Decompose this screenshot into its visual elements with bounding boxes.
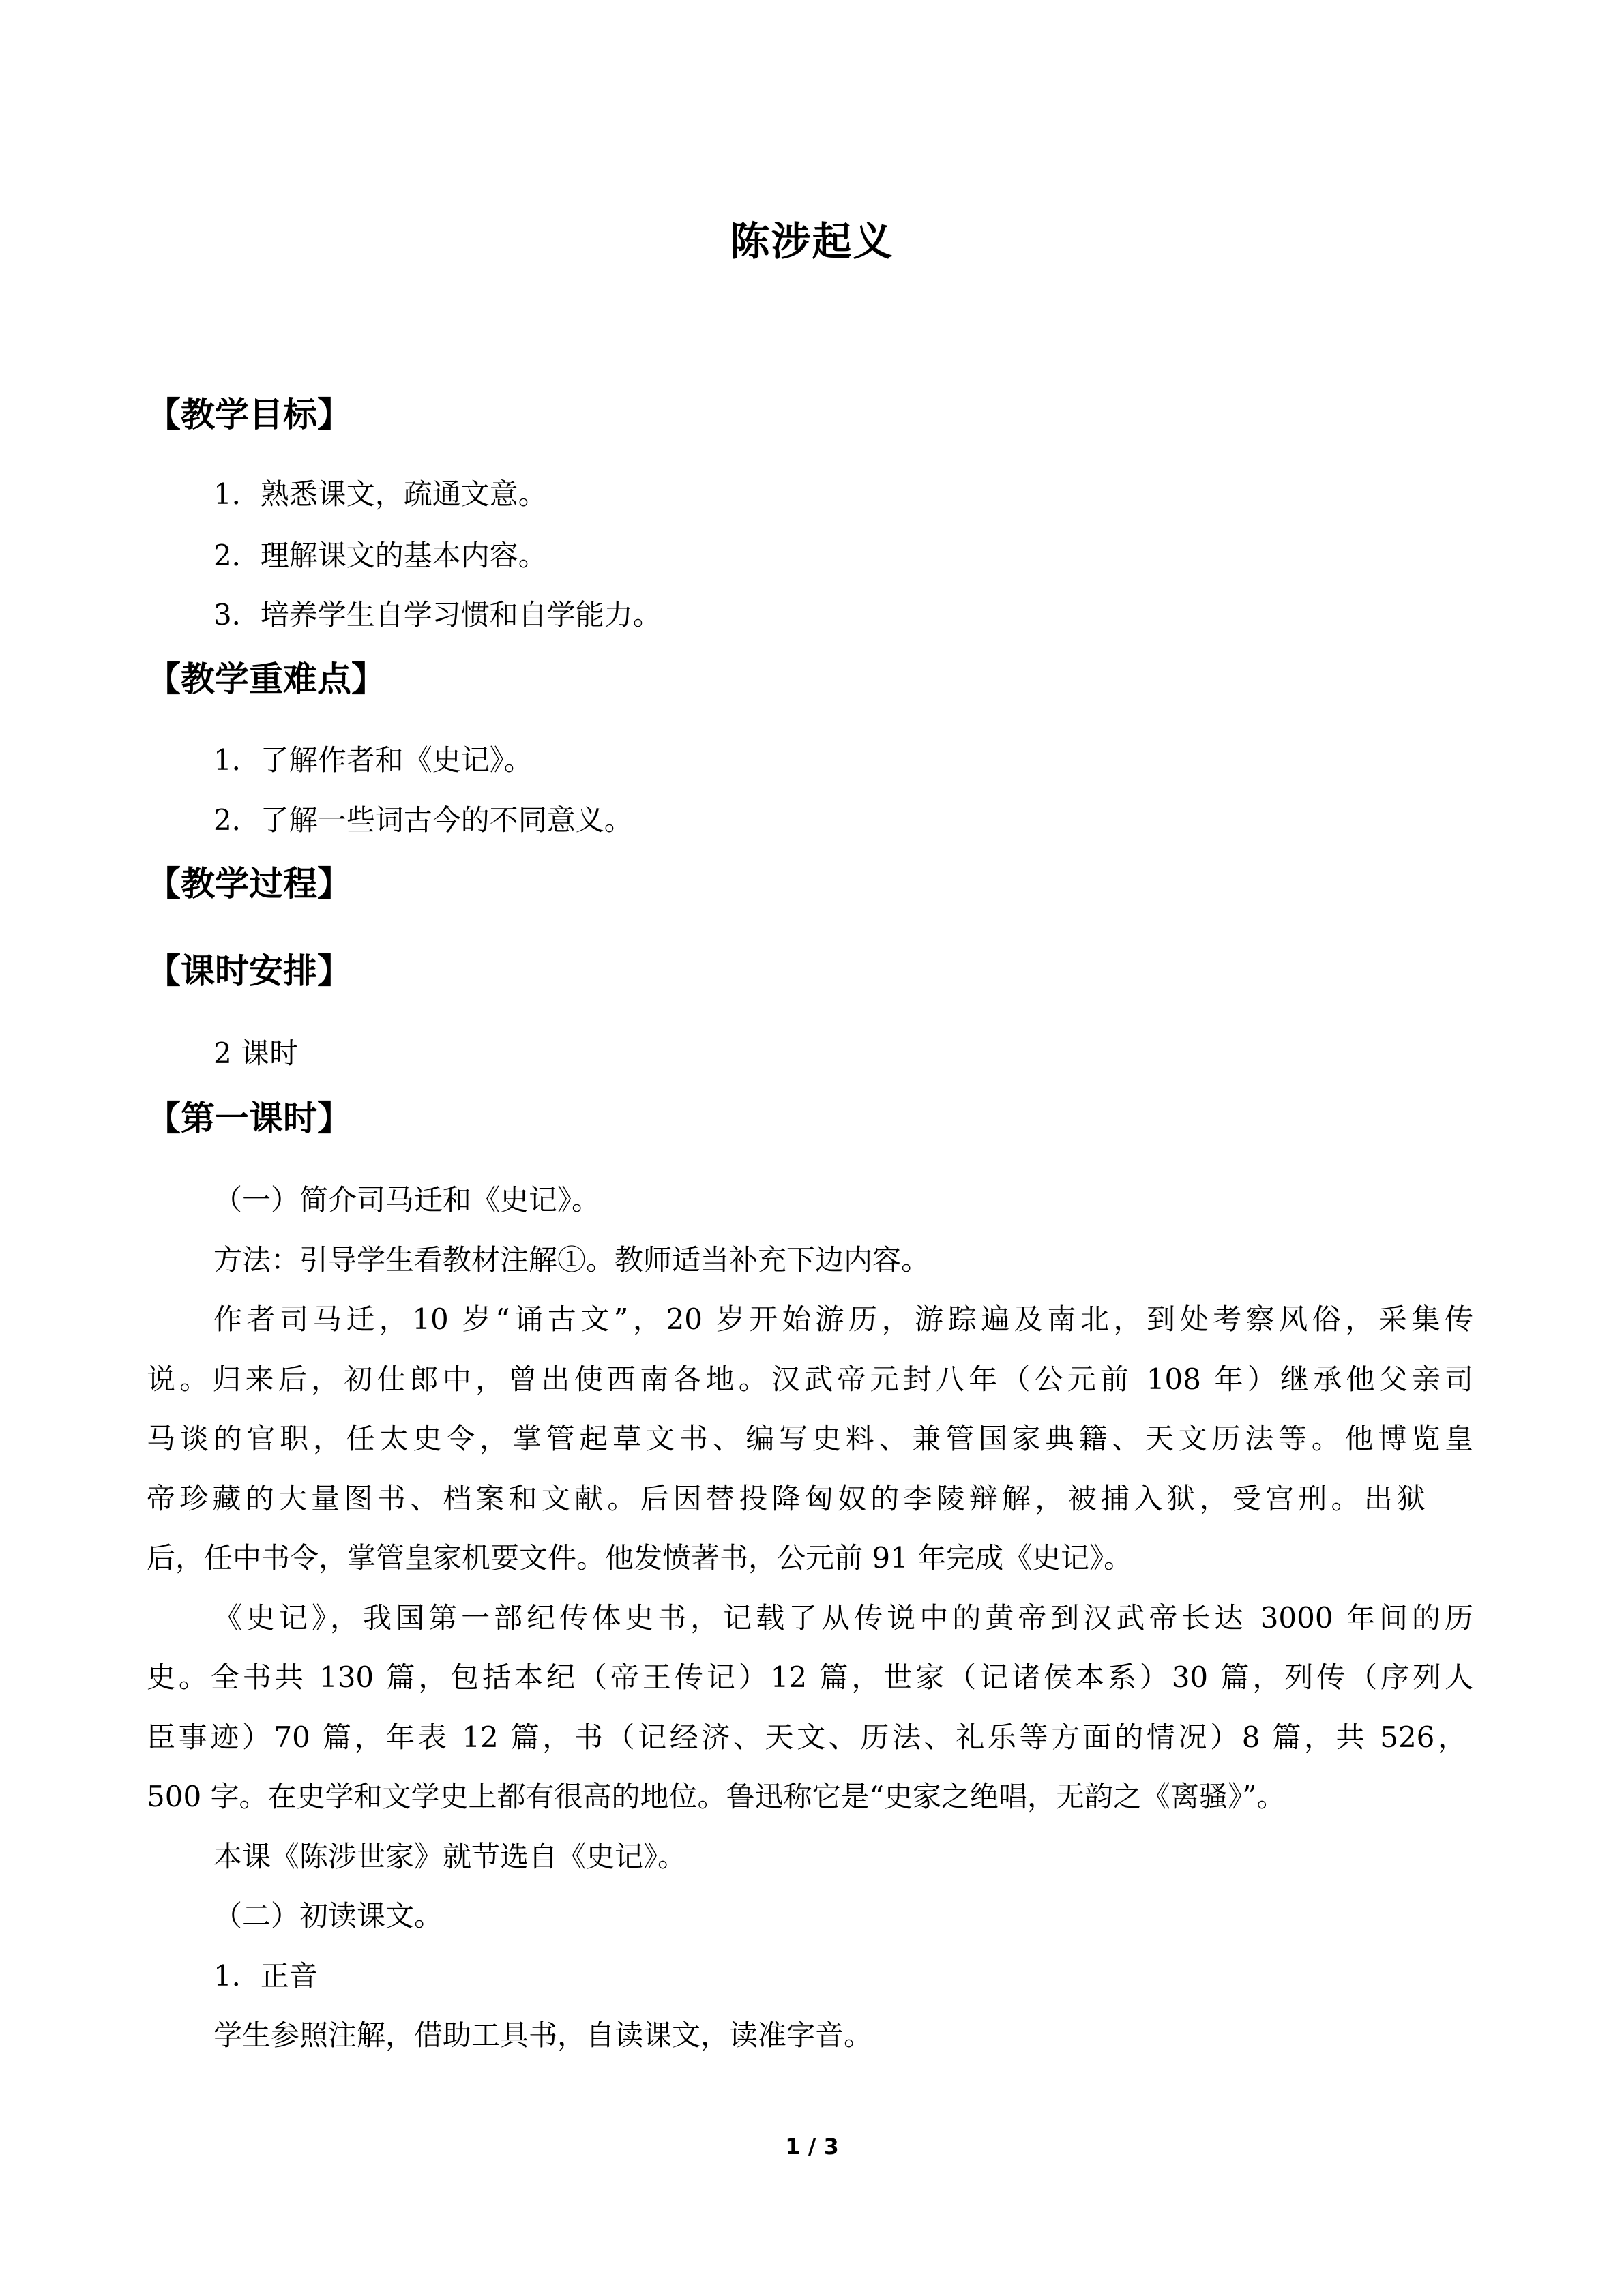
part-one-title: （一）简介司马迁和《史记》。 (213, 1183, 601, 1217)
heading-teaching-process: 【教学过程】 (147, 864, 351, 904)
key-point-item: 1．了解作者和《史记》。 (213, 743, 533, 777)
shiji-paragraph-line: 史。全书共 130 篇，包括本纪（帝王传记）12 篇，世家（记诸侯本系）30 篇，列传（序列人 (147, 1660, 1473, 1694)
heading-teaching-goals: 【教学目标】 (147, 395, 351, 434)
part-two-title: （二）初读课文。 (213, 1899, 443, 1933)
shiji-paragraph-line: 臣事迹）70 篇，年表 12 篇，书（记经济、天文、历法、礼乐等方面的情况）8 篇，共 526， (147, 1720, 1466, 1754)
schedule-text: 2 课时 (213, 1037, 299, 1070)
author-paragraph-line: 马谈的官职，任太史令，掌管起草文书、编写史料、兼管国家典籍、天文历法等。他博览皇 (147, 1422, 1473, 1455)
heading-key-points: 【教学重难点】 (147, 659, 385, 699)
author-paragraph-line: 后，任中书令，掌管皇家机要文件。他发愤著书，公元前 91 年完成《史记》。 (147, 1541, 1133, 1575)
method-text: 方法：引导学生看教材注解①。教师适当补充下边内容。 (213, 1243, 930, 1277)
author-paragraph-line: 说。归来后，初仕郎中，曾出使西南各地。汉武帝元封八年（公元前 108 年）继承他父亲司 (147, 1362, 1473, 1396)
author-paragraph-line: 帝珍藏的大量图书、档案和文献。后因替投降匈奴的李陵辩解，被捕入狱，受宫刑。出狱 (147, 1482, 1426, 1515)
goal-item: 3．培养学生自学习惯和自学能力。 (213, 598, 662, 631)
heading-schedule: 【课时安排】 (147, 951, 351, 991)
step-one-text: 学生参照注解，借助工具书，自读课文，读准字音。 (213, 2018, 873, 2052)
shiji-paragraph-line: 《史记》，我国第一部纪传体史书，记载了从传说中的黄帝到汉武帝长达 3000 年间的历 (213, 1601, 1473, 1635)
author-paragraph-line: 作者司马迁，10 岁“诵古文”，20 岁开始游历，游踪遍及南北，到处考察风俗，采集传 (213, 1302, 1473, 1336)
heading-lesson-one: 【第一课时】 (147, 1099, 351, 1138)
goal-item: 1．熟悉课文，疏通文意。 (213, 477, 547, 511)
page-number: 1 / 3 (785, 2134, 839, 2160)
goal-item: 2．理解课文的基本内容。 (213, 539, 547, 572)
step-one-title: 1．正音 (213, 1959, 318, 1993)
shiji-paragraph-line: 500 字。在史学和文学史上都有很高的地位。鲁迅称它是“史家之绝唱，无韵之《离骚》”。 (147, 1780, 1286, 1813)
key-point-item: 2．了解一些词古今的不同意义。 (213, 803, 633, 837)
source-text: 本课《陈涉世家》就节选自《史记》。 (213, 1840, 687, 1873)
document-title: 陈涉起义 (730, 218, 894, 265)
